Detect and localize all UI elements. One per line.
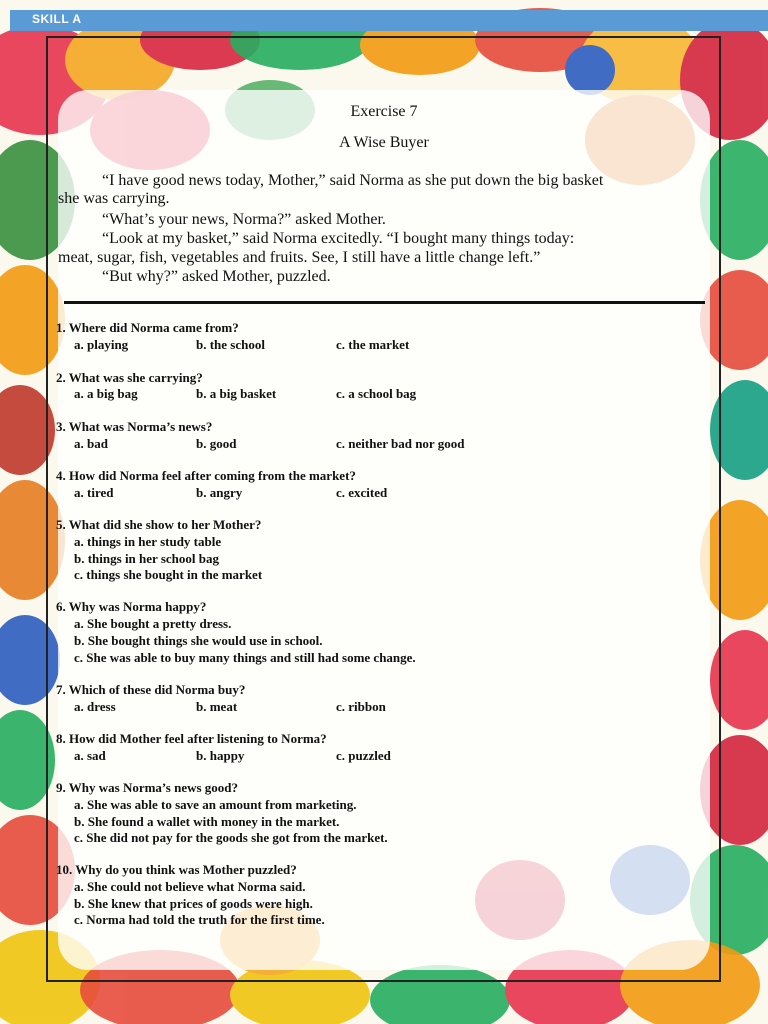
option-2c: c. a school bag xyxy=(336,386,417,401)
option-1a: a. playing xyxy=(74,337,129,352)
option-4b: b. angry xyxy=(196,485,243,500)
question-8: 8. How did Mother feel after listening to Norma? xyxy=(56,731,327,746)
option-10b: b. She knew that prices of goods were high. xyxy=(74,896,313,911)
option-7c: c. ribbon xyxy=(336,699,386,714)
option-2b: b. a big basket xyxy=(196,386,277,401)
option-9b: b. She found a wallet with money in the market. xyxy=(74,814,340,829)
option-5b: b. things in her school bag xyxy=(74,551,219,566)
story-line: she was carrying. xyxy=(58,190,170,207)
option-1b: b. the school xyxy=(196,337,265,352)
option-5c: c. things she bought in the market xyxy=(74,567,263,582)
story-title: A Wise Buyer xyxy=(339,134,429,151)
question-10: 10. Why do you think was Mother puzzled? xyxy=(56,862,297,877)
option-2a: a. a big bag xyxy=(74,386,138,401)
question-3: 3. What was Norma’s news? xyxy=(56,419,213,434)
question-9: 9. Why was Norma’s news good? xyxy=(56,780,239,795)
option-9c: c. She did not pay for the goods she got from the market. xyxy=(74,830,388,845)
question-1: 1. Where did Norma came from? xyxy=(56,320,239,335)
question-2: 2. What was she carrying? xyxy=(56,370,203,385)
question-7: 7. Which of these did Norma buy? xyxy=(56,682,246,697)
option-9a: a. She was able to save an amount from marketing. xyxy=(74,797,357,812)
section-divider xyxy=(64,301,705,304)
option-3a: a. bad xyxy=(74,436,108,451)
story-line: “I have good news today, Mother,” said Norma as she put down the big basket xyxy=(102,172,604,189)
question-6: 6. Why was Norma happy? xyxy=(56,599,207,614)
option-5a: a. things in her study table xyxy=(74,534,222,549)
option-1c: c. the market xyxy=(336,337,410,352)
option-8b: b. happy xyxy=(196,748,245,763)
option-3b: b. good xyxy=(196,436,237,451)
question-4: 4. How did Norma feel after coming from the market? xyxy=(56,468,356,483)
option-7a: a. dress xyxy=(74,699,116,714)
option-4a: a. tired xyxy=(74,485,114,500)
option-6b: b. She bought things she would use in school. xyxy=(74,633,323,648)
option-7b: b. meat xyxy=(196,699,238,714)
skill-label: SKILL A xyxy=(32,12,82,26)
option-10c: c. Norma had told the truth for the first time. xyxy=(74,912,325,927)
exercise-title: Exercise 7 xyxy=(350,103,418,120)
option-4c: c. excited xyxy=(336,485,388,500)
option-8c: c. puzzled xyxy=(336,748,391,763)
skill-header-bar xyxy=(10,10,768,31)
option-6a: a. She bought a pretty dress. xyxy=(74,616,232,631)
option-8a: a. sad xyxy=(74,748,106,763)
question-5: 5. What did she show to her Mother? xyxy=(56,517,262,532)
option-10a: a. She could not believe what Norma said. xyxy=(74,879,306,894)
story-line: “What’s your news, Norma?” asked Mother. xyxy=(102,211,386,228)
story-line: meat, sugar, fish, vegetables and fruits. See, I still have a little change left.” xyxy=(58,249,541,266)
story-line: “But why?” asked Mother, puzzled. xyxy=(102,268,331,285)
option-6c: c. She was able to buy many things and still had some change. xyxy=(74,650,416,665)
story-line: “Look at my basket,” said Norma excitedly. “I bought many things today: xyxy=(102,230,575,247)
option-3c: c. neither bad nor good xyxy=(336,436,465,451)
